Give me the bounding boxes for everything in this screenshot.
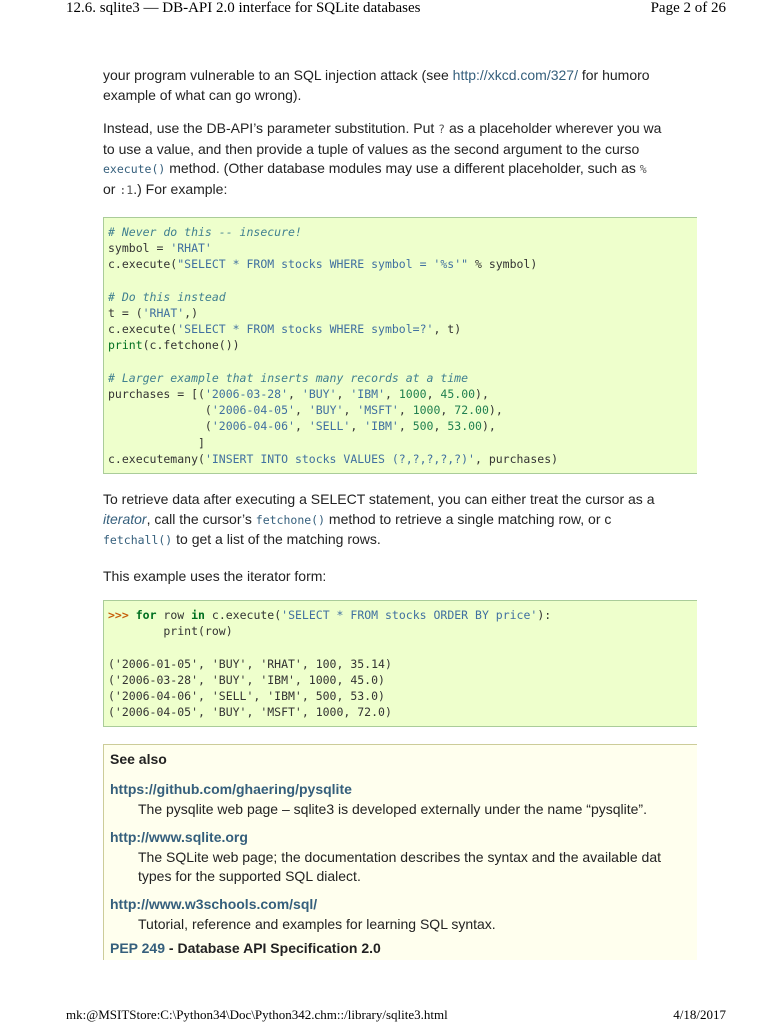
document-content xyxy=(103,60,697,960)
fetchall-method-link[interactable]: fetchall() xyxy=(103,533,173,548)
code-placeholder-colon: :1 xyxy=(119,182,134,197)
code-block-example: # Never do this -- insecure! symbol = 'RHAT' c.execute("SELECT * FROM stocks WHERE symbol = '%s'" % symbol) # Do this instead t = ('RHAT',) c.execute('SELECT * FROM stocks WHERE symbol=?', t) print(c.fetchone()) # Larger example that inserts many records at a time purchases = [('2006-03-28', 'BUY', 'IBM', 1000, 45.00), ('2006-04-05', 'BUY', 'MSFT', 1000, 72.00), ('2006-04-06', 'SELL', 'IBM', 500, 53.00), ] c.executemany('INSERT INTO stocks VALUES (?,?,?,?,?)', purchases) xyxy=(103,217,697,474)
iterator-term-link[interactable]: iterator xyxy=(103,510,147,527)
see-also-box xyxy=(103,744,697,960)
execute-method-link[interactable]: execute() xyxy=(103,162,166,176)
see-also-description: The pysqlite web page – sqlite3 is developed externally under the name “pysqlite”. xyxy=(138,801,647,818)
footer-path: mk:@MSITStore:C:\Python34\Doc\Python342.chm::/library/sqlite3.html xyxy=(66,1007,448,1022)
see-also-title: See also xyxy=(110,751,167,768)
header-page-number: Page 2 of 26 xyxy=(650,0,726,16)
see-also-term xyxy=(110,829,697,845)
see-also-description: The SQLite web page; the documentation describes the syntax and the available dat types for the supported SQL dialect. xyxy=(138,849,662,885)
pep-249-link[interactable]: PEP 249 xyxy=(110,940,166,957)
sqlite-org-link[interactable]: http://www.sqlite.org xyxy=(110,829,248,846)
fetchone-method-link[interactable]: fetchone() xyxy=(255,512,326,527)
header-title: 12.6. sqlite3 — DB-API 2.0 interface for SQLite databases xyxy=(66,0,421,16)
paragraph-retrieve-data: To retrieve data after executing a SELECT statement, you can either treat the cursor as a iterator, call the cursor’s fetchone() method to retrieve a single matching row, or c fetchall() to get a list of the matching rows. xyxy=(103,491,655,548)
page-footer xyxy=(0,1007,768,1024)
pysqlite-link[interactable]: https://github.com/ghaering/pysqlite xyxy=(110,781,352,798)
paragraph-sql-injection: your program vulnerable to an SQL injection attack (see http://xkcd.com/327/ for humoro example of what can go wrong). xyxy=(103,67,650,103)
footer-date: 4/18/2017 xyxy=(673,1007,726,1022)
page-header xyxy=(0,0,768,22)
paragraph-parameter-substitution: Instead, use the DB-API’s parameter substitution. Put ? as a placeholder wherever you wa to use a value, and then provide a tuple of values as the second argument to the curso execute() method. (Other database modules may use a different placeholder, such as % or :1.) For example: xyxy=(103,120,662,197)
see-also-description: Tutorial, reference and examples for learning SQL syntax. xyxy=(138,916,496,933)
code-placeholder-pct: % xyxy=(639,162,647,176)
see-also-term xyxy=(110,781,697,797)
paragraph-iterator-form: This example uses the iterator form: xyxy=(103,567,327,584)
w3schools-link[interactable]: http://www.w3schools.com/sql/ xyxy=(110,896,318,913)
code-block-iterator: >>> for row in c.execute('SELECT * FROM stocks ORDER BY price'): print(row) ('2006-01-05', 'BUY', 'RHAT', 100, 35.14) ('2006-03-28', 'BUY', 'IBM', 1000, 45.0) ('2006-04-06', 'SELL', 'IBM', 500, 53.0) ('2006-04-05', 'BUY', 'MSFT', 1000, 72.0) xyxy=(103,600,697,727)
pep-249-entry: PEP 249 - Database API Specification 2.0 xyxy=(110,940,381,957)
see-also-term xyxy=(110,896,697,912)
xkcd-link[interactable]: http://xkcd.com/327/ xyxy=(452,67,578,83)
code-placeholder-q: ? xyxy=(438,122,446,136)
